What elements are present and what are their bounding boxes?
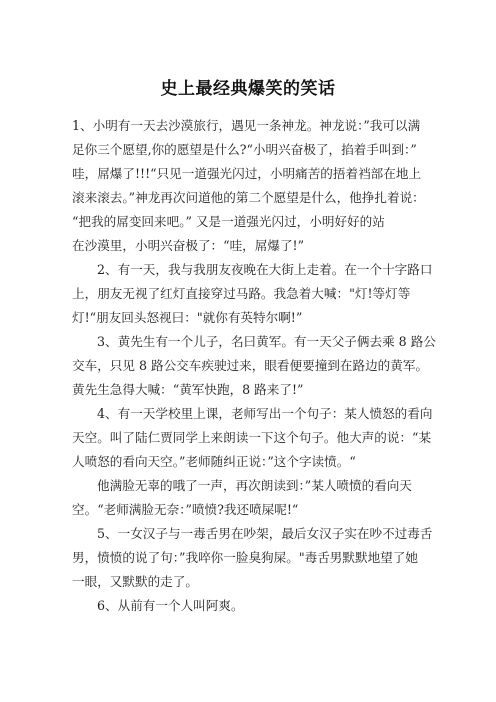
paragraph-line: 在沙漠里，小明兴奋极了：“哇，屌爆了!” (72, 238, 305, 253)
paragraph-line: 2、有一天，我与我朋友夜晚在大街上走着。在一个十字路口 (97, 262, 433, 277)
paragraph-line: 5、一女汉子与一毒舌男在吵架，最后女汉子实在吵不过毒舌 (97, 526, 433, 541)
document-title: 史上最经典爆笑的笑话 (160, 79, 336, 99)
paragraph-line: 灯!“朋友回头怒视曰："就你有英特尔啊!” (72, 310, 303, 325)
paragraph-line: 滚来滚去。”神龙再次问道他的第二个愿望是什么，他挣扎着说： (72, 190, 425, 205)
paragraph-line: 空。“老师满脸无奈：”喷愤?我还喷屎呢!“ (72, 502, 299, 517)
paragraph-line: 1、小明有一天去沙漠旅行，遇见一条神龙。神龙说：”我可以满 (72, 118, 421, 133)
paragraph-line: 上，朋友无视了红灯直接穿过马路。我急着大喊："灯!等灯等 (72, 286, 411, 301)
paragraph-line: 男，愤愤的说了句：”我啐你一脸臭狗屎。"毒舌男默默地望了她 (72, 550, 418, 565)
paragraph-line: 人喷怒的看向天空。”老师随纠正说：”这个字读愤。“ (72, 454, 356, 469)
paragraph-line: 一眼，又默默的走了。 (72, 574, 198, 589)
paragraph-line: 天空。叫了陆仁贾同学上来朗读一下这个句子。他大声的说：“某 (72, 430, 432, 445)
paragraph-line: 哇，屌爆了!!!“只见一道强光闪过，小明痛苦的捂着裆部在地上 (72, 166, 422, 181)
paragraph-line: 他满脸无辜的哦了一声，再次朗读到：”某人喷愤的看向天 (97, 478, 412, 493)
paragraph-line: 黄先生急得大喊：“黄军快跑，8 路来了!” (72, 382, 304, 397)
paragraph-line: 交车，只见 8 路公交车疾驶过来，眼看便要撞到在路边的黄军。 (72, 358, 429, 373)
paragraph-line: 3、黄先生有一个儿子，名曰黄军。有一天父子俩去乘 8 路公 (97, 334, 436, 349)
paragraph-line: 6、从前有一个人叫阿爽。 (97, 598, 244, 613)
paragraph-line: 4、有一天学校里上课，老师写出一个句子：某人愤怒的看向 (97, 406, 433, 421)
paragraph-line: “把我的屌变回来吧。” 又是一道强光闪过，小明好好的站 (72, 214, 385, 229)
paragraph-line: 足你三个愿望,你的愿望是什么?“小明兴奋极了，掐着手叫到：” (72, 142, 417, 157)
